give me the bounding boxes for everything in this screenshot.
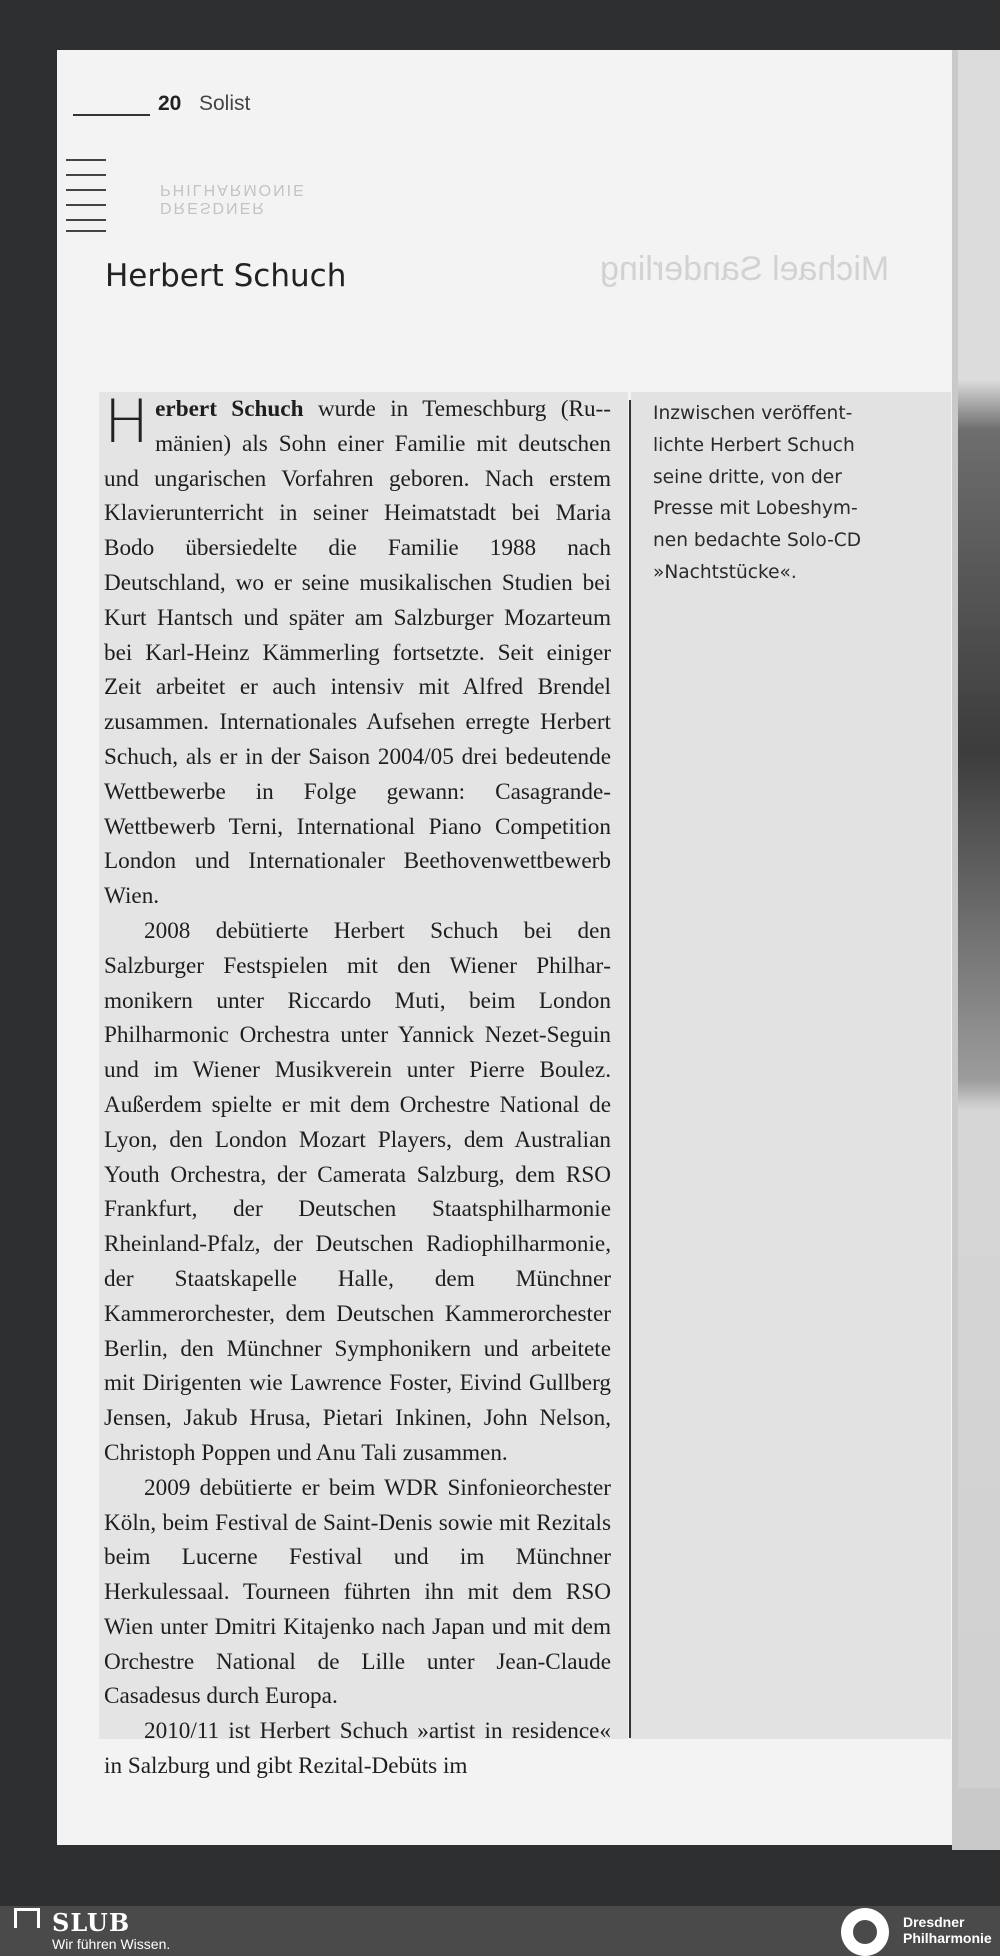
paragraph: 2008 debütierte Herbert Schuch bei den Salzburger Festspielen mit den Wiener Philharmonikern unter Riccardo Muti, beim London Philharmonic Orchestra unter Yannick Nezet-Seguin und im Wiener Musikverein unter Pierre Boulez. Außerdem spielte er mit dem Orchestre National de Lyon, den London Mozart Players, dem Australian Youth Orchestra, der Camerata Salzburg, dem RSO Frankfurt, der Deutschen Staatsphilharmonie Rheinland-Pfalz, der Deutschen Radiophilharmonie, der Staatskapelle Halle, dem Münchner Kammerorchester, dem Deutschen Kammerorchester Berlin, den Münchner Symphonikern und arbeitete mit Dirigenten wie Lawrence Foster, Eivind Gullberg Jensen, Jakub Hrusa, Pietari Inkinen, John Nelson, Christoph Poppen und Anu Tali zusammen. [104,917,611,1466]
adjacent-page-edge [952,50,1000,1850]
slub-logo-icon [14,1908,40,1928]
margin-rule [66,230,106,232]
page-number: 20 [158,92,182,115]
margin-rule [66,189,106,191]
paragraph-text: wurde in Temeschburg (Ru-mänien) als Sohn einer Familie mit deutschen und ungarischen Vorfahren geboren. Nach erstem Klavierunterricht in seiner Heimatstadt bei Maria Bodo übersiedelte die Familie 1988 nach Deutschland, wo er seine musikalischen Studien bei Kurt Hantsch und später am Salzburger Mozarteum bei Karl-Heinz Kämmerling fortsetzte. Seit einiger Zeit arbeitet er auch intensiv mit Alfred Brendel zusammen. Internationales Aufsehen erregte Herbert Schuch, als er in der Saison 2004/05 drei bedeutende Wettbewerbe in Folge gewann: Casagrande-Wettbewerb Terni, International Piano Competition London und Internationaler Beethovenwettbewerb Wien. [104,396,611,910]
show-through-title: Michael Sanderling [600,250,890,288]
adjacent-page-photo [958,50,1000,1788]
margin-rule [66,204,106,206]
paragraph: 2009 debütierte er beim WDR Sinfonieorchester Köln, beim Festival de Saint-Denis sowie mit Rezitals beim Lucerne Festival und im Münchner Herkulessaal. Tourneen führten ihn mit dem RSO Wien unter Dmitri Kitajenko nach Japan und mit dem Orchestre National de Lille unter Jean-Claude Casadesus durch Europa. [104,1474,611,1710]
sidebar-text: Inzwischen veröffentlichte Herbert Schuch seine dritte, von der Presse mit Lobeshymnen bedachte Solo-CD »Nachtstücke«. [653,403,862,583]
article-title: Herbert Schuch [105,258,347,294]
lead-name: erbert Schuch [155,396,304,422]
drop-cap: H [104,387,150,457]
show-through-logo: DRESDNER PHILHARMONIE [160,181,306,216]
partner-name: Dresdner Philharmonie [903,1914,992,1946]
margin-rule [66,159,106,161]
philharmonie-logo-icon [841,1908,889,1956]
paragraph: 2010/11 ist Herbert Schuch »artist in residence« in Salzburg und gibt Rezital-Debüts im [104,1718,611,1780]
margin-rule [66,174,106,176]
paragraph [104,387,611,914]
library-slogan: Wir führen Wissen. [52,1936,171,1952]
section-label: Solist [199,92,251,115]
article-body [104,387,611,1784]
column-divider [629,400,631,1738]
sidebar-background [631,392,951,1739]
header-rule [73,114,150,116]
margin-rule [66,219,106,221]
library-name: SLUB [52,1908,131,1937]
